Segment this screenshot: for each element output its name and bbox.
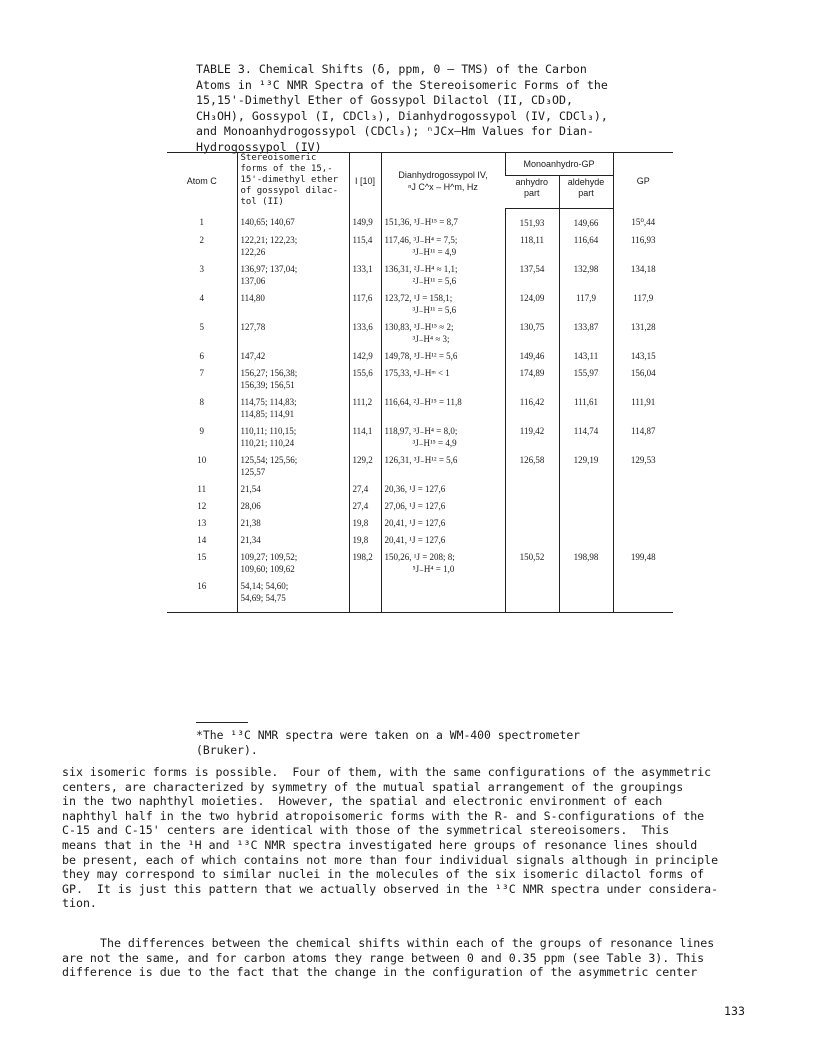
cell-aldehyde-part: 143,11 [559, 345, 613, 362]
body-line: centers, are characterized by symmetry of the mutual spatial arrangement of the groupings [62, 779, 684, 794]
cell-dian-line: ³J₋H⁴ ≈ 3; [412, 333, 450, 344]
cell-gossypol-i: 19,8 [349, 512, 381, 529]
header-atom: Atom C [167, 153, 237, 209]
header-gossypol-i: I [10] [349, 153, 381, 209]
cell-stereo-line: 114,75; 114,83; [240, 396, 297, 407]
table-row [167, 316, 673, 345]
cell-aldehyde-part: 132,98 [559, 258, 613, 287]
header-anhydro-line: anhydro [515, 177, 549, 188]
cell-anhydro-part: 150,52 [505, 546, 559, 575]
header-stereo-line: Stereoisomeric [240, 153, 317, 163]
cell-stereo-line: 110,11; 110,15; [240, 425, 297, 436]
cell-gossypol-i: 129,2 [349, 449, 381, 478]
cell-atom: 15 [197, 551, 207, 562]
cell-stereoisomeric [237, 208, 349, 229]
cell-stereo-line: 28,06 [240, 500, 261, 511]
body-line: tion. [62, 896, 97, 911]
cell-dianhydrogossypol [381, 208, 505, 229]
cell-gp [613, 529, 673, 546]
cell-gp: 114,87 [613, 420, 673, 449]
header-stereo-line: 15'-dimethyl ether [240, 175, 339, 185]
table-row [167, 546, 673, 575]
cell-stereoisomeric [237, 478, 349, 495]
cell-aldehyde-part: 114,74 [559, 420, 613, 449]
body-line: C-15 and C-15' centers are identical with those of the symmetrical stereoisomers. This [62, 823, 670, 838]
cell-stereoisomeric [237, 316, 349, 345]
table-row [167, 512, 673, 529]
cell-gossypol-i: 198,2 [349, 546, 381, 575]
cell-stereo-line: 122,26 [240, 246, 266, 257]
cell-stereo-line: 21,34 [240, 534, 261, 545]
body-line: difference is due to the fact that the change in the configuration of the asymmetric center [62, 965, 698, 980]
caption-line: Hydrogossypol (IV) [196, 139, 322, 154]
cell-anhydro-part: 118,11 [505, 229, 559, 258]
cell-dian-line: 116,64, ²J₋H¹⁵ = 11,8 [384, 396, 462, 407]
body-line: GP. It is just this pattern that we actually observed in the ¹³C NMR spectra under considera- [62, 881, 719, 896]
cell-dianhydrogossypol [381, 287, 505, 316]
cell-gossypol-i: 111,2 [349, 391, 381, 420]
header-stereo-line: forms of the 15,- [240, 164, 333, 174]
cell-stereo-line: 137,06 [240, 275, 266, 286]
cell-atom: 11 [197, 483, 207, 494]
table-body [167, 208, 673, 612]
cell-gossypol-i: 19,8 [349, 529, 381, 546]
cell-stereoisomeric [237, 546, 349, 575]
table-row [167, 362, 673, 391]
cell-gp: 129,53 [613, 449, 673, 478]
table-row [167, 345, 673, 362]
cell-aldehyde-part [559, 529, 613, 546]
body-paragraph-2 [62, 936, 762, 980]
header-stereoisomeric [237, 153, 349, 209]
body-line: are not the same, and for carbon atoms they range between 0 and 0.35 ppm (see Table 3). This [62, 950, 705, 965]
header-dianhydrogossypol [381, 153, 505, 209]
table-row [167, 449, 673, 478]
cell-stereo-line: 54,14; 54,60; [240, 580, 289, 591]
cell-stereo-line: 125,54; 125,56; [240, 454, 298, 465]
cell-stereoisomeric [237, 345, 349, 362]
cell-gossypol-i: 149,9 [349, 208, 381, 229]
cell-stereoisomeric [237, 529, 349, 546]
cell-aldehyde-part: 116,64 [559, 229, 613, 258]
cell-stereoisomeric [237, 449, 349, 478]
cell-anhydro-part [505, 512, 559, 529]
cell-stereo-line: 21,54 [240, 483, 261, 494]
cell-anhydro-part: 174,89 [505, 362, 559, 391]
cell-dianhydrogossypol [381, 391, 505, 420]
cell-stereo-line: 136,97; 137,04; [240, 263, 298, 274]
cell-dian-line: ⁵J₋H⁴ = 1,0 [412, 563, 455, 574]
table-row [167, 495, 673, 512]
body-line: be present, each of which contains not more than four individual signals although in principle [62, 852, 719, 867]
cell-dian-line: 27,06, ¹J = 127,6 [384, 500, 446, 511]
cell-atom: 8 [199, 396, 204, 407]
cell-anhydro-part: 126,58 [505, 449, 559, 478]
cell-stereo-line: 109,60; 109,62 [240, 563, 295, 574]
cell-gossypol-i: 155,6 [349, 362, 381, 391]
cell-atom: 1 [199, 217, 204, 227]
cell-gp: 116,93 [613, 229, 673, 258]
cell-stereoisomeric [237, 512, 349, 529]
footnote-line: *The ¹³C NMR spectra were taken on a WM-400 spectrometer [196, 728, 581, 742]
cell-dianhydrogossypol [381, 575, 505, 613]
cell-atom: 10 [197, 454, 207, 465]
cell-gossypol-i: 115,4 [349, 229, 381, 258]
cell-aldehyde-part: 149,66 [559, 208, 613, 229]
cell-gp: 156,04 [613, 362, 673, 391]
body-line: naphthyl half in the two hybrid atropoisomeric forms with the R- and S-configurations of the [62, 808, 705, 823]
cell-atom: 4 [199, 292, 204, 303]
cell-aldehyde-part [559, 478, 613, 495]
cell-stereoisomeric [237, 287, 349, 316]
cell-stereoisomeric [237, 229, 349, 258]
cell-aldehyde-part [559, 512, 613, 529]
header-gp: GP [613, 153, 673, 209]
cell-dian-line: 151,36, ³J₋H¹⁵ = 8,7 [384, 217, 458, 227]
table-row [167, 420, 673, 449]
cell-dian-line: ³J₋H¹¹ = 5,6 [412, 304, 457, 315]
header-aldehyde-part [559, 176, 613, 208]
cell-stereo-line: 122,21; 122,23; [240, 234, 298, 245]
cell-gossypol-i: 117,6 [349, 287, 381, 316]
cell-dian-line: 117,46, ³J₋H⁴ = 7,5; [384, 234, 458, 245]
cell-anhydro-part [505, 478, 559, 495]
footnote-rule [196, 722, 248, 723]
header-aldehyde-line: part [578, 188, 594, 199]
cell-gp [613, 495, 673, 512]
cell-gossypol-i [349, 575, 381, 613]
table-row [167, 575, 673, 613]
cell-gp: 117,9 [613, 287, 673, 316]
cell-gp: 15⁰,44 [613, 208, 673, 229]
cell-gossypol-i: 27,4 [349, 495, 381, 512]
cell-stereo-line: 156,27; 156,38; [240, 367, 298, 378]
header-stereo-line: tol (II) [240, 197, 284, 207]
cell-gp [613, 478, 673, 495]
body-line: they may correspond to similar nuclei in the molecules of the six isomeric dilactol forms of [62, 867, 705, 882]
cell-dianhydrogossypol [381, 420, 505, 449]
header-anhydro-part [505, 176, 559, 208]
footnote [196, 728, 666, 757]
cell-aldehyde-part: 198,98 [559, 546, 613, 575]
cell-atom: 16 [167, 575, 237, 613]
cell-dianhydrogossypol [381, 512, 505, 529]
table-row [167, 478, 673, 495]
table-row [167, 391, 673, 420]
body-line: The differences between the chemical shifts within each of the groups of resonance lines [100, 936, 715, 950]
cell-dian-line: 20,41, ¹J = 127,6 [384, 517, 446, 528]
cell-atom: 6 [199, 350, 204, 361]
body-line: six isomeric forms is possible. Four of them, with the same configurations of the asymmetric [62, 765, 712, 779]
cell-gp [613, 575, 673, 613]
cell-gossypol-i: 142,9 [349, 345, 381, 362]
cell-dianhydrogossypol [381, 362, 505, 391]
cell-stereo-line: 109,27; 109,52; [240, 551, 298, 562]
cell-stereo-line: 127,78 [240, 321, 266, 332]
cell-aldehyde-part: 111,61 [559, 391, 613, 420]
cell-dian-line: 118,97, ³J₋H⁴ = 8,0; [384, 425, 458, 436]
cell-stereo-line: 114,80 [240, 292, 265, 303]
cell-atom: 5 [199, 321, 204, 332]
cell-stereoisomeric [237, 575, 349, 613]
cell-stereo-line: 114,85; 114,91 [240, 408, 295, 419]
header-monoanhydro-gp: Monoanhydro-GP [505, 153, 613, 176]
cell-atom: 13 [197, 517, 207, 528]
page-number: 133 [724, 1004, 745, 1018]
cell-anhydro-part [505, 529, 559, 546]
cell-stereoisomeric [237, 362, 349, 391]
cell-anhydro-part [505, 575, 559, 613]
cell-gp: 143,15 [613, 345, 673, 362]
cell-dianhydrogossypol [381, 345, 505, 362]
table-row [167, 529, 673, 546]
cell-stereoisomeric [237, 420, 349, 449]
cell-gp: 134,18 [613, 258, 673, 287]
caption-line: Atoms in ¹³C NMR Spectra of the Stereoisomeric Forms of the [196, 77, 608, 92]
cell-dian-line: 136,31, ²J₋H⁴ ≈ 1,1; [384, 263, 458, 274]
cell-atom: 7 [199, 367, 204, 378]
cell-anhydro-part: 124,09 [505, 287, 559, 316]
caption-line: CH₃OH), Gossypol (I, CDCl₃), Dianhydrogossypol (IV, CDCl₃), [196, 108, 608, 123]
cell-gp [613, 512, 673, 529]
header-anhydro-line: part [523, 188, 540, 199]
cell-atom: 14 [197, 534, 207, 545]
cell-dianhydrogossypol [381, 529, 505, 546]
cell-anhydro-part: 149,46 [505, 345, 559, 362]
cell-anhydro-part: 151,93 [505, 208, 559, 229]
table-row [167, 287, 673, 316]
table-row [167, 258, 673, 287]
cell-anhydro-part: 130,75 [505, 316, 559, 345]
cell-stereo-line: 21,38 [240, 517, 261, 528]
body-line: means that in the ¹H and ¹³C NMR spectra investigated here groups of resonance lines should [62, 837, 698, 852]
cell-dian-line: 150,26, ¹J = 208; 8; [384, 551, 455, 562]
cell-dian-line: 123,72, ¹J = 158,1; [384, 292, 453, 303]
cell-stereo-line: 140,65; 140,67 [240, 217, 295, 227]
cell-stereo-line: 54,69; 54,75 [240, 592, 286, 603]
caption-line: and Monoanhydrogossypol (CDCl₃); ⁿJCx–Hm Values for Dian- [196, 124, 594, 139]
body-line: in the two naphthyl moieties. However, the spatial and electronic environment of each [62, 794, 663, 809]
body-paragraph-1 [62, 765, 762, 911]
cell-stereo-line: 156,39; 156,51 [240, 379, 295, 390]
cell-dianhydrogossypol [381, 258, 505, 287]
cell-dianhydrogossypol [381, 546, 505, 575]
cell-dian-line: 175,33, ⁿJ₋Hᵐ < 1 [384, 367, 450, 378]
cell-dian-line: 130,83, ³J₋H¹⁵ ≈ 2; [384, 321, 454, 332]
cell-dian-line: ³J₋H¹⁵ = 4,9 [412, 437, 457, 448]
cell-gp: 111,91 [613, 391, 673, 420]
cell-dianhydrogossypol [381, 449, 505, 478]
cell-stereo-line: 125,57 [240, 466, 266, 477]
cell-stereo-line: 110,21; 110,24 [240, 437, 295, 448]
chemical-shifts-table [167, 152, 673, 613]
cell-gossypol-i: 27,4 [349, 478, 381, 495]
cell-dianhydrogossypol [381, 316, 505, 345]
cell-dian-line: ³J₋H¹¹ = 4,9 [412, 246, 457, 257]
cell-atom: 3 [199, 263, 204, 274]
cell-dian-line: 20,41, ¹J = 127,6 [384, 534, 446, 545]
cell-stereoisomeric [237, 258, 349, 287]
table-row [167, 208, 673, 229]
cell-dian-line: 20,36, ¹J = 127,6 [384, 483, 446, 494]
cell-anhydro-part: 116,42 [505, 391, 559, 420]
cell-dian-line: ²J₋H¹¹ = 5,6 [412, 275, 457, 286]
cell-anhydro-part: 137,54 [505, 258, 559, 287]
header-dian-line: Dianhydrogossypol IV, [398, 169, 488, 180]
cell-aldehyde-part [559, 575, 613, 613]
cell-dian-line: 126,31, ³J₋H¹² = 5,6 [384, 454, 458, 465]
cell-aldehyde-part: 117,9 [559, 287, 613, 316]
cell-aldehyde-part: 133,87 [559, 316, 613, 345]
cell-gossypol-i: 133,1 [349, 258, 381, 287]
cell-atom: 12 [197, 500, 207, 511]
cell-gp: 199,48 [613, 546, 673, 575]
caption-line: 15,15'-Dimethyl Ether of Gossypol Dilactol (II, CD₃OD, [196, 93, 573, 108]
header-stereo-line: of gossypol dilac- [240, 186, 339, 196]
table-header [167, 153, 673, 209]
cell-dian-line: 149,78, ³J₋H¹² = 5,6 [384, 350, 458, 361]
cell-anhydro-part: 119,42 [505, 420, 559, 449]
cell-aldehyde-part: 129,19 [559, 449, 613, 478]
caption-line: TABLE 3. Chemical Shifts (δ, ppm, 0 – TMS) of the Carbon [196, 62, 587, 76]
cell-gossypol-i: 133,6 [349, 316, 381, 345]
cell-dianhydrogossypol [381, 478, 505, 495]
cell-dianhydrogossypol [381, 229, 505, 258]
cell-gossypol-i: 114,1 [349, 420, 381, 449]
cell-stereoisomeric [237, 495, 349, 512]
cell-anhydro-part [505, 495, 559, 512]
header-dian-line: ⁿJ C^x – H^m, Hz [408, 181, 478, 192]
table-row [167, 229, 673, 258]
cell-stereo-line: 147,42 [240, 350, 266, 361]
cell-aldehyde-part: 155,97 [559, 362, 613, 391]
cell-dianhydrogossypol [381, 495, 505, 512]
cell-aldehyde-part [559, 495, 613, 512]
header-aldehyde-line: aldehyde [567, 177, 605, 188]
cell-stereoisomeric [237, 391, 349, 420]
cell-gp: 131,28 [613, 316, 673, 345]
cell-atom: 2 [199, 234, 204, 245]
footnote-line: (Bruker). [196, 742, 258, 757]
cell-atom: 9 [199, 425, 204, 436]
table-caption [196, 62, 666, 156]
